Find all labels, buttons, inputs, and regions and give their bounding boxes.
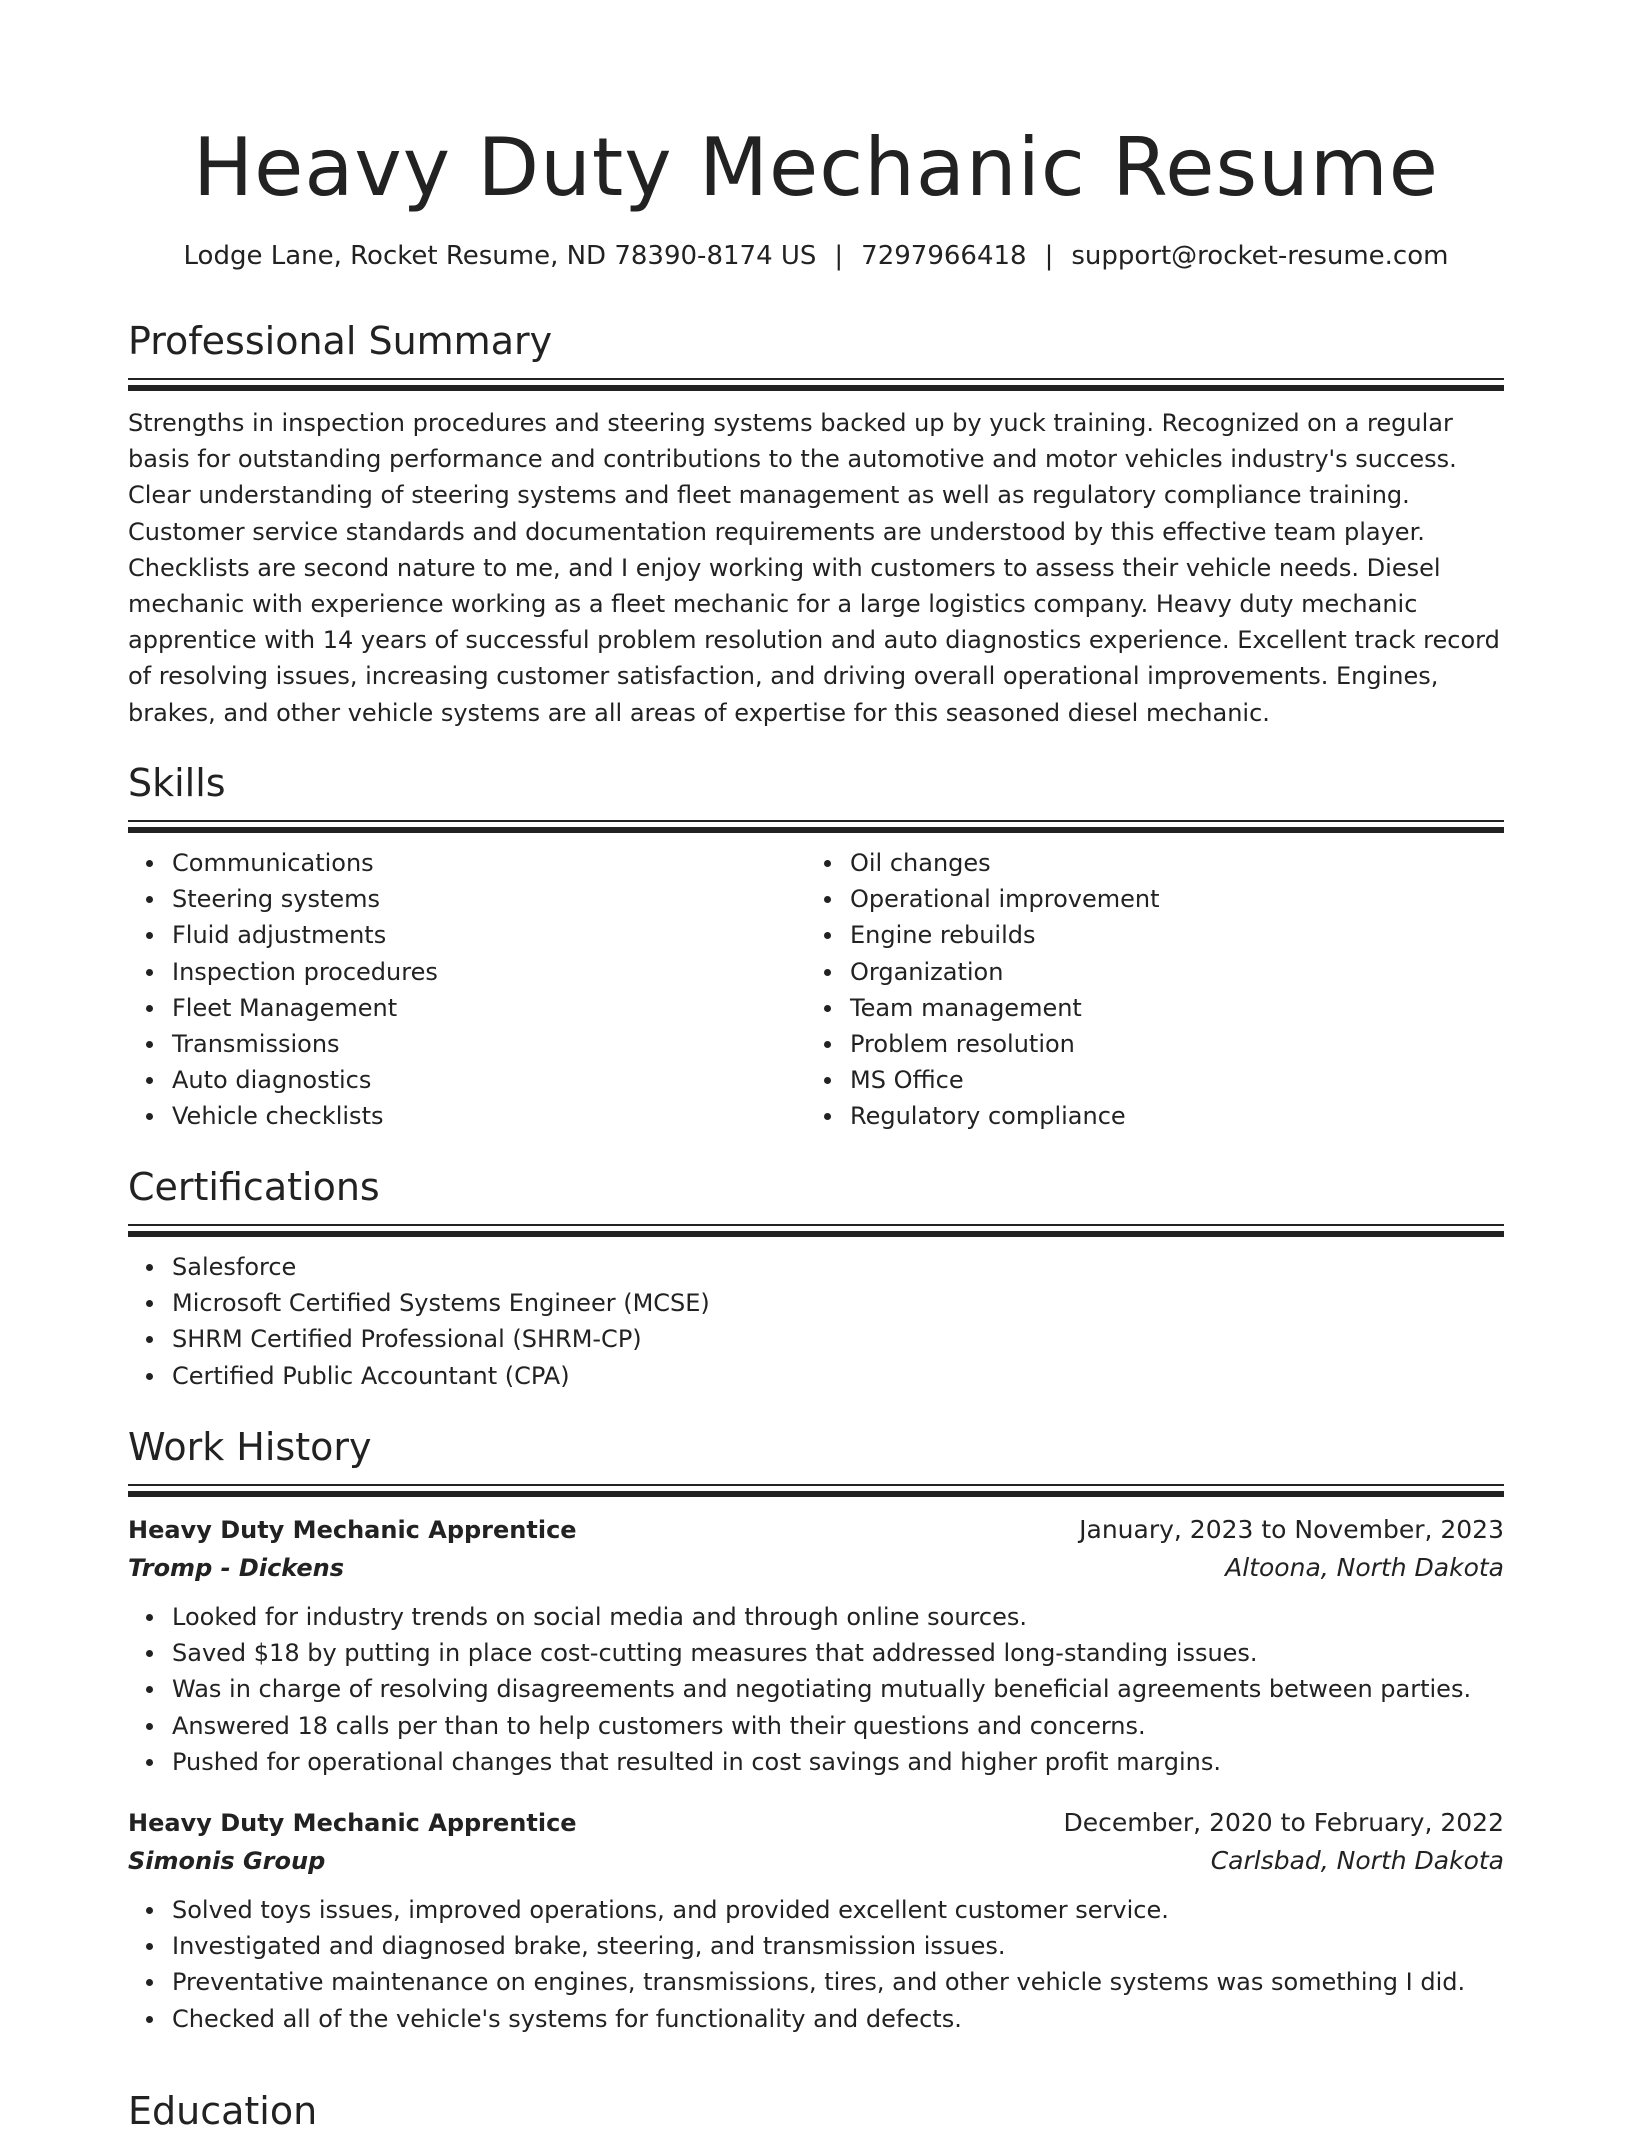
section-divider <box>128 1224 1504 1237</box>
skill-item: MS Office <box>850 1062 1484 1098</box>
skill-item: Vehicle checklists <box>172 1098 806 1134</box>
resume-title: Heavy Duty Mechanic Resume <box>193 121 1439 214</box>
skills-list-right <box>806 845 1484 1135</box>
job-duties-list <box>128 1599 1504 1780</box>
skill-item: Fluid adjustments <box>172 917 806 953</box>
job-duty-item: Preventative maintenance on engines, transmissions, tires, and other vehicle systems was something I did. <box>172 1964 1504 2000</box>
job-location: Carlsbad, North Dakota <box>1210 1846 1504 1876</box>
skills-section <box>128 758 1504 1135</box>
skill-item: Team management <box>850 990 1484 1026</box>
job-duties-list <box>128 1892 1504 2037</box>
contact-separator: | <box>1044 241 1054 271</box>
summary-heading: Professional Summary <box>128 319 553 363</box>
certification-item: Salesforce <box>172 1249 1504 1285</box>
certifications-list <box>128 1249 1504 1394</box>
job-company-row <box>128 1549 1504 1587</box>
job-duty-item: Investigated and diagnosed brake, steering, and transmission issues. <box>172 1928 1504 1964</box>
skill-item: Organization <box>850 954 1484 990</box>
job-entry <box>128 1511 1504 1780</box>
job-company-row <box>128 1842 1504 1880</box>
certifications-section <box>128 1162 1504 1394</box>
skill-item: Inspection procedures <box>172 954 806 990</box>
job-header-row <box>128 1511 1504 1549</box>
skill-item: Communications <box>172 845 806 881</box>
job-duty-item: Answered 18 calls per than to help customers with their questions and concerns. <box>172 1708 1504 1744</box>
job-dates: January, 2023 to November, 2023 <box>1079 1515 1504 1544</box>
contact-address: Lodge Lane, Rocket Resume, ND 78390-8174 US <box>183 241 817 271</box>
education-heading: Education <box>128 2089 318 2133</box>
certifications-heading: Certifications <box>128 1165 380 1209</box>
job-location: Altoona, North Dakota <box>1225 1553 1504 1582</box>
skill-item: Regulatory compliance <box>850 1098 1484 1134</box>
contact-phone: 7297966418 <box>861 241 1027 271</box>
section-divider <box>128 1484 1504 1497</box>
summary-section <box>128 316 1504 731</box>
job-dates: December, 2020 to February, 2022 <box>1063 1808 1504 1838</box>
certification-item: Microsoft Certified Systems Engineer (MCSE) <box>172 1285 1504 1321</box>
skill-item: Transmissions <box>172 1026 806 1062</box>
skill-item: Oil changes <box>850 845 1484 881</box>
skill-item: Fleet Management <box>172 990 806 1026</box>
job-company: Simonis Group <box>128 1847 326 1876</box>
job-duty-item: Checked all of the vehicle's systems for functionality and defects. <box>172 2001 1504 2037</box>
certification-item: Certified Public Accountant (CPA) <box>172 1358 1504 1394</box>
job-title: Heavy Duty Mechanic Apprentice <box>128 1809 577 1838</box>
skill-item: Auto diagnostics <box>172 1062 806 1098</box>
skill-item: Problem resolution <box>850 1026 1484 1062</box>
job-entry <box>128 1804 1504 2037</box>
skills-list-left <box>128 845 806 1135</box>
certification-item: SHRM Certified Professional (SHRM-CP) <box>172 1321 1504 1357</box>
skills-heading: Skills <box>128 761 226 805</box>
job-company: Tromp - Dickens <box>128 1554 345 1582</box>
skill-item: Steering systems <box>172 881 806 917</box>
job-duty-item: Looked for industry trends on social media and through online sources. <box>172 1599 1504 1635</box>
education-section <box>128 2086 1504 2136</box>
job-header-row <box>128 1804 1504 1842</box>
contact-email: support@rocket-resume.com <box>1071 241 1449 271</box>
skills-grid <box>128 833 1504 1135</box>
skill-item: Engine rebuilds <box>850 917 1484 953</box>
job-duty-item: Solved toys issues, improved operations, and provided excellent customer service. <box>172 1892 1504 1928</box>
job-duty-item: Was in charge of resolving disagreements and negotiating mutually beneficial agreements between parties. <box>172 1671 1504 1707</box>
summary-text: Strengths in inspection procedures and steering systems backed up by yuck training. Recognized on a regular basis for outstanding performance and contributions to the automotive and motor vehicles industry's success. Clear understanding of steering systems and fleet management as well as regulatory compliance training. Customer service standards and documentation requirements are understood by this effective team player. Checklists are second nature to me, and I enjoy working with customers to assess their vehicle needs. Diesel mechanic with experience working as a fleet mechanic for a large logistics company. Heavy duty mechanic apprentice with 14 years of successful problem resolution and auto diagnostics experience. Excellent track record of resolving issues, increasing customer satisfaction, and driving overall operational improvements. Engines, brakes, and other vehicle systems are all areas of expertise for this seasoned diesel mechanic. <box>128 409 1500 727</box>
work-history-heading: Work History <box>128 1425 372 1469</box>
job-duty-item: Pushed for operational changes that resulted in cost savings and higher profit margins. <box>172 1744 1504 1780</box>
job-title: Heavy Duty Mechanic Apprentice <box>128 1516 577 1544</box>
contact-line <box>128 236 1504 276</box>
contact-separator: | <box>834 241 844 271</box>
skill-item: Operational improvement <box>850 881 1484 917</box>
section-divider <box>128 820 1504 833</box>
work-history-section <box>128 1422 1504 2037</box>
section-divider <box>128 378 1504 391</box>
job-duty-item: Saved $18 by putting in place cost-cutting measures that addressed long-standing issues. <box>172 1635 1504 1671</box>
